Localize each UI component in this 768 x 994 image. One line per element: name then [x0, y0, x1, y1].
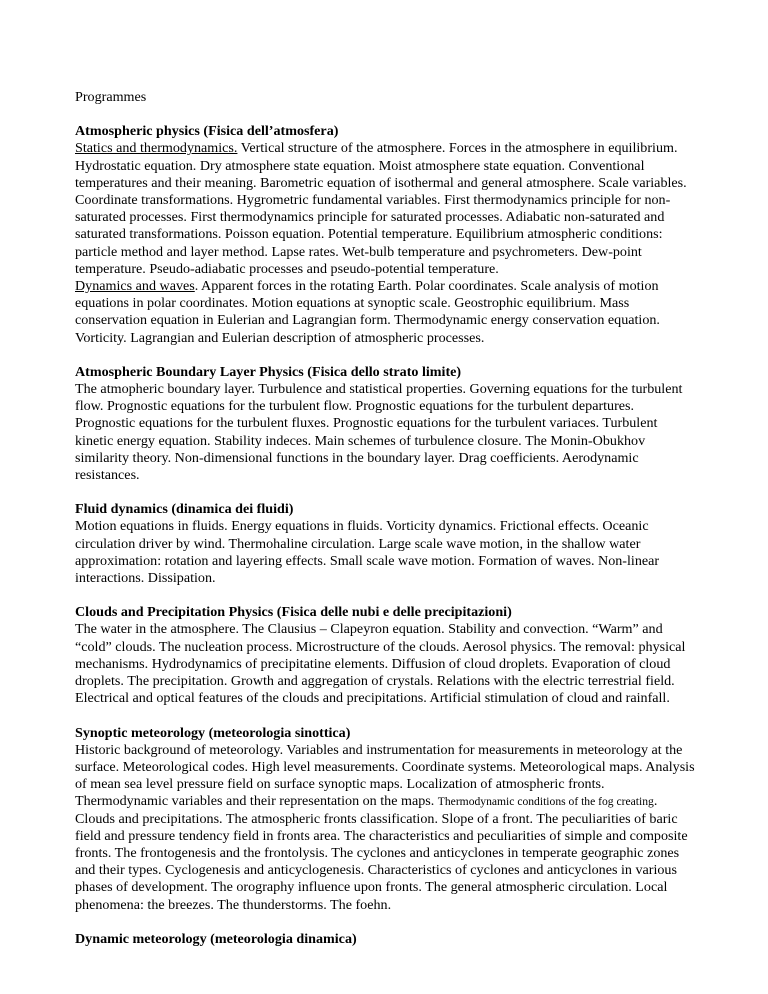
section-body: The water in the atmosphere. The Clausius – Clapeyron equation. Stability and convection. “Warm” and “cold” clouds. The nucleation process. Microstructure of the clouds. Aerosol physics. The removal: physical mechanisms. Hydrodynamics of precipitatine elements. Diffusion of cloud droplets. Evaporation of cloud droplets. The precipitation. Growth and aggregation of crystals. Relations with the electric terrestrial field. Electrical and optical features of the clouds and precipitations. Artificial stimulation of cloud and rainfall. — [75, 621, 686, 707]
section-dynamic-meteorology — [75, 931, 695, 948]
section-atmospheric-physics — [75, 123, 695, 347]
section-body: The atmopheric boundary layer. Turbulence and statistical properties. Governing equations for the turbulent flow. Prognostic equations for the turbulent flow. Prognostic equations for the turbulent departures. Prognostic equations for the turbulent fluxes. Prognostic equations for the turbulent variaces. Turbulent kinetic energy equation. Stability indeces. Main schemes of turbulence closure. The Monin-Obukhov similarity theory. Non-dimensional functions in the boundary layer. Drag coefficients. Aerodynamic resistances. — [75, 381, 683, 484]
section-heading: Atmospheric Boundary Layer Physics (Fisica dello strato limite) — [75, 363, 462, 380]
section-text-part: . Clouds and precipitations. The atmospheric fronts classification. Slope of a front. The peculiarities of baric field and pressure tendency field in fronts area. The characteristics and peculiarities of simple and composite fronts. The frontogenesis and the frontolysis. The cyclones and anticyclones in temperate geographic zones and their types. Cyclogenesis and anticyclogenesis. Characteristics of cyclones and anticyclones in various phases of development. The orography influence upon fronts. The general atmospheric circulation. Local phenomena: the breezes. The thunderstorms. The foehn. — [75, 793, 688, 913]
section-heading: Fluid dynamics (dinamica dei fluidi) — [75, 501, 294, 518]
subsection-text-statics: Vertical structure of the atmosphere. Forces in the atmosphere in equilibrium. Hydrostatic equation. Dry atmosphere state equation. Moist atmosphere state equation. Conventional temperatures and their meaning. Barometric equation of isothermal and general atmosphere. Scale variables. Coordinate transformations. Hygrometric fundamental variables. First thermodynamics principle for non-saturated processes. First thermodynamics principle for saturated processes. Adiabatic non-saturated and saturated transformations. Poisson equation. Potential temperature. Equilibrium atmospheric conditions: particle method and layer method. Lapse rates. Wet-bulb temperature and psychrometers. Dew-point temperature. Pseudo-adiabatic processes and pseudo-potential temperature. — [75, 140, 687, 277]
section-text-part: Historic background of meteorology. Variables and instrumentation for measurements in meteorology at the surface. Meteorological codes. High level measurements. Coordinate systems. Meteorological maps. Analysis of mean sea level pressure field on surface synoptic maps. Localization of atmospheric fronts. Thermodynamic variables and their representation on the maps. — [75, 741, 695, 810]
subsection-text-dynamics: . Apparent forces in the rotating Earth. Polar coordinates. Scale analysis of motion equations in polar coordinates. Motion equations at synoptic scale. Geostrophic equilibrium. Mass conservation equation in Eulerian and Lagrangian form. Thermodynamic energy conservation equation. Vorticity. Lagrangian and Eulerian description of atmospheric processes. — [75, 278, 660, 346]
subsection-title-dynamics: Dynamics and waves — [75, 278, 195, 295]
section-body — [75, 278, 695, 347]
section-clouds-precipitation — [75, 604, 695, 707]
section-body — [75, 742, 695, 914]
section-body: Motion equations in fluids. Energy equations in fluids. Vorticity dynamics. Frictional effects. Oceanic circulation driver by wind. Thermohaline circulation. Large scale wave motion, in the shallow water approximation: rotation and layering effects. Small scale wave motion. Formation of waves. Non-linear interactions. Dissipation. — [75, 518, 660, 587]
section-heading: Atmospheric physics (Fisica dell’atmosfera) — [75, 123, 339, 140]
section-text-small: Thermodynamic conditions of the fog creating — [437, 795, 654, 809]
section-heading: Synoptic meteorology (meteorologia sinottica) — [75, 724, 351, 741]
subsection-title-statics: Statics and thermodynamics. — [75, 140, 238, 157]
section-heading: Dynamic meteorology (meteorologia dinamica) — [75, 930, 357, 947]
page-title: Programmes — [75, 89, 147, 105]
document-page — [75, 89, 695, 965]
section-body — [75, 140, 695, 278]
section-fluid-dynamics — [75, 501, 695, 587]
section-synoptic-meteorology — [75, 725, 695, 914]
section-heading: Clouds and Precipitation Physics (Fisica delle nubi e delle precipitazioni) — [75, 604, 512, 621]
section-boundary-layer — [75, 364, 695, 484]
